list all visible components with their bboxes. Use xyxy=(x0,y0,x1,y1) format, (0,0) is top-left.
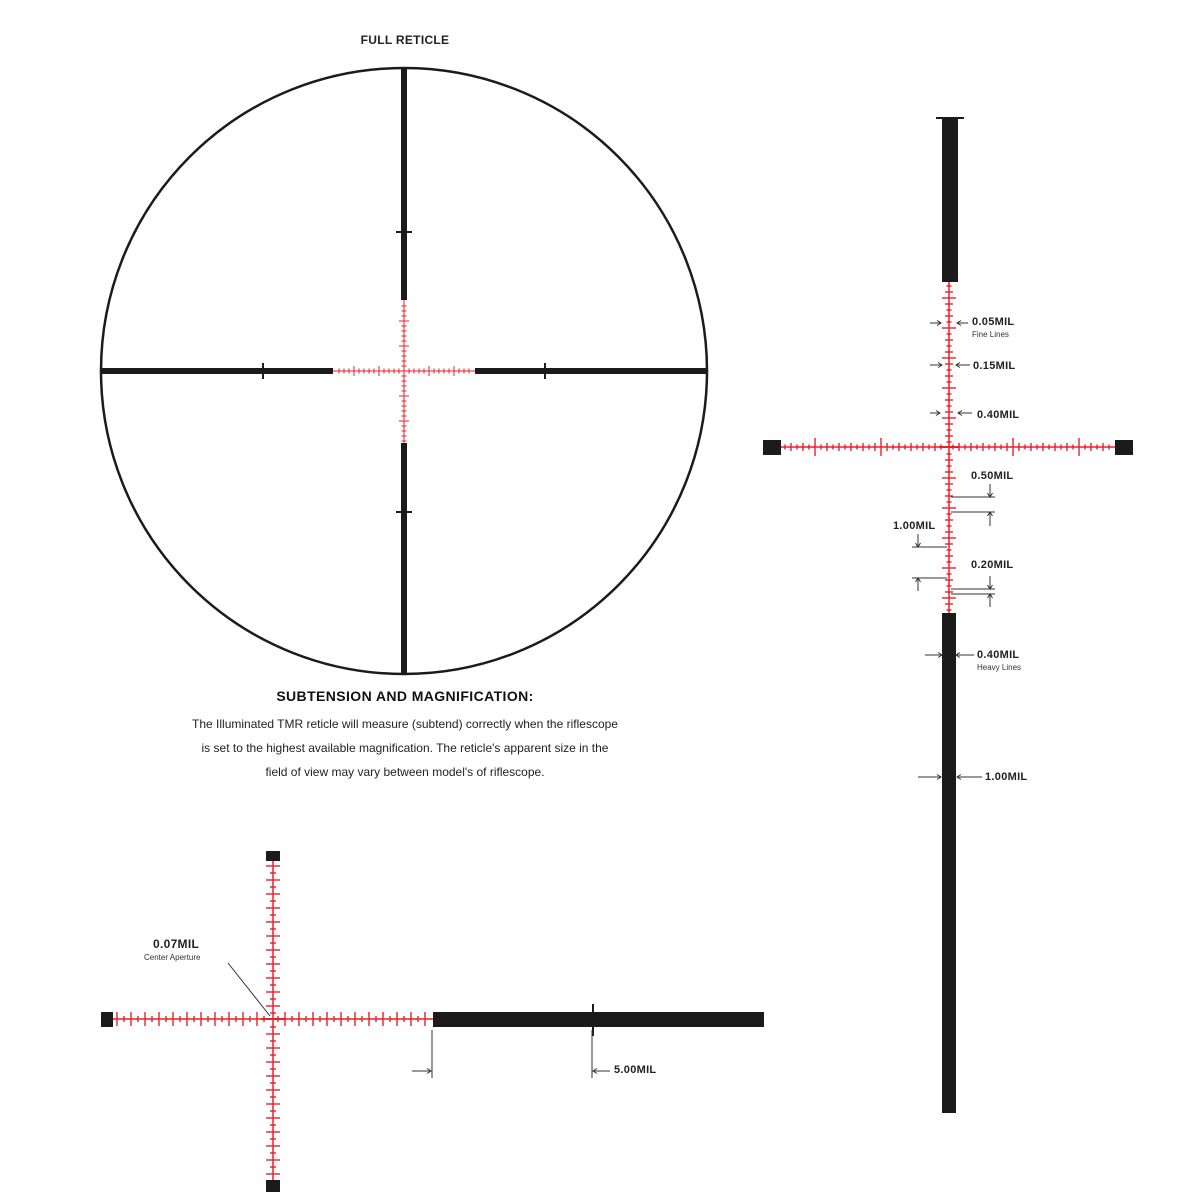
upper-post xyxy=(942,118,958,282)
fine-lines-label: 0.05MIL xyxy=(972,316,1015,328)
left-end-block xyxy=(101,1012,113,1027)
heavy-lines-label: 0.40MIL xyxy=(977,649,1020,661)
bottom-post xyxy=(401,443,407,675)
left-end-block xyxy=(763,440,781,455)
center-aperture-note: Center Aperture xyxy=(144,953,201,962)
lower-post xyxy=(942,613,956,1113)
info-heading: SUBTENSION AND MAGNIFICATION: xyxy=(276,688,534,704)
right-post xyxy=(475,368,707,374)
spacing-020-label: 0.20MIL xyxy=(971,559,1014,571)
tick-015-label: 0.15MIL xyxy=(973,360,1016,372)
center-detail xyxy=(101,851,764,1192)
right-end-block xyxy=(1115,440,1133,455)
bottom-end-block xyxy=(266,1180,280,1192)
full-reticle xyxy=(101,68,707,675)
post-gap-label: 5.00MIL xyxy=(614,1064,657,1076)
center-aperture-label: 0.07MIL xyxy=(153,937,200,951)
spacing-050-label: 0.50MIL xyxy=(971,470,1014,482)
heavy-lines-note: Heavy Lines xyxy=(977,663,1022,672)
left-post xyxy=(101,368,333,374)
right-post xyxy=(433,1012,764,1027)
fine-lines-note: Fine Lines xyxy=(972,330,1009,339)
aperture-leader xyxy=(228,963,270,1016)
full-reticle-title: FULL RETICLE xyxy=(360,33,450,47)
full-red-crosshair xyxy=(333,300,475,443)
spacing-100-label: 1.00MIL xyxy=(893,520,936,532)
post-width-label: 1.00MIL xyxy=(985,771,1028,783)
top-end-block xyxy=(266,851,280,861)
center-red-crosshair xyxy=(113,861,433,1180)
vertical-red-crosshair xyxy=(781,282,1115,613)
vertical-detail xyxy=(763,118,1133,1113)
info-body: The Illuminated TMR reticle will measure (subtend) correctly when the riflescope is set to the highest available magnification. The reticle's apparent size in the field of view may vary between model's of riflescope. xyxy=(192,717,618,779)
tick-040-label: 0.40MIL xyxy=(977,409,1020,421)
top-post xyxy=(401,68,407,300)
